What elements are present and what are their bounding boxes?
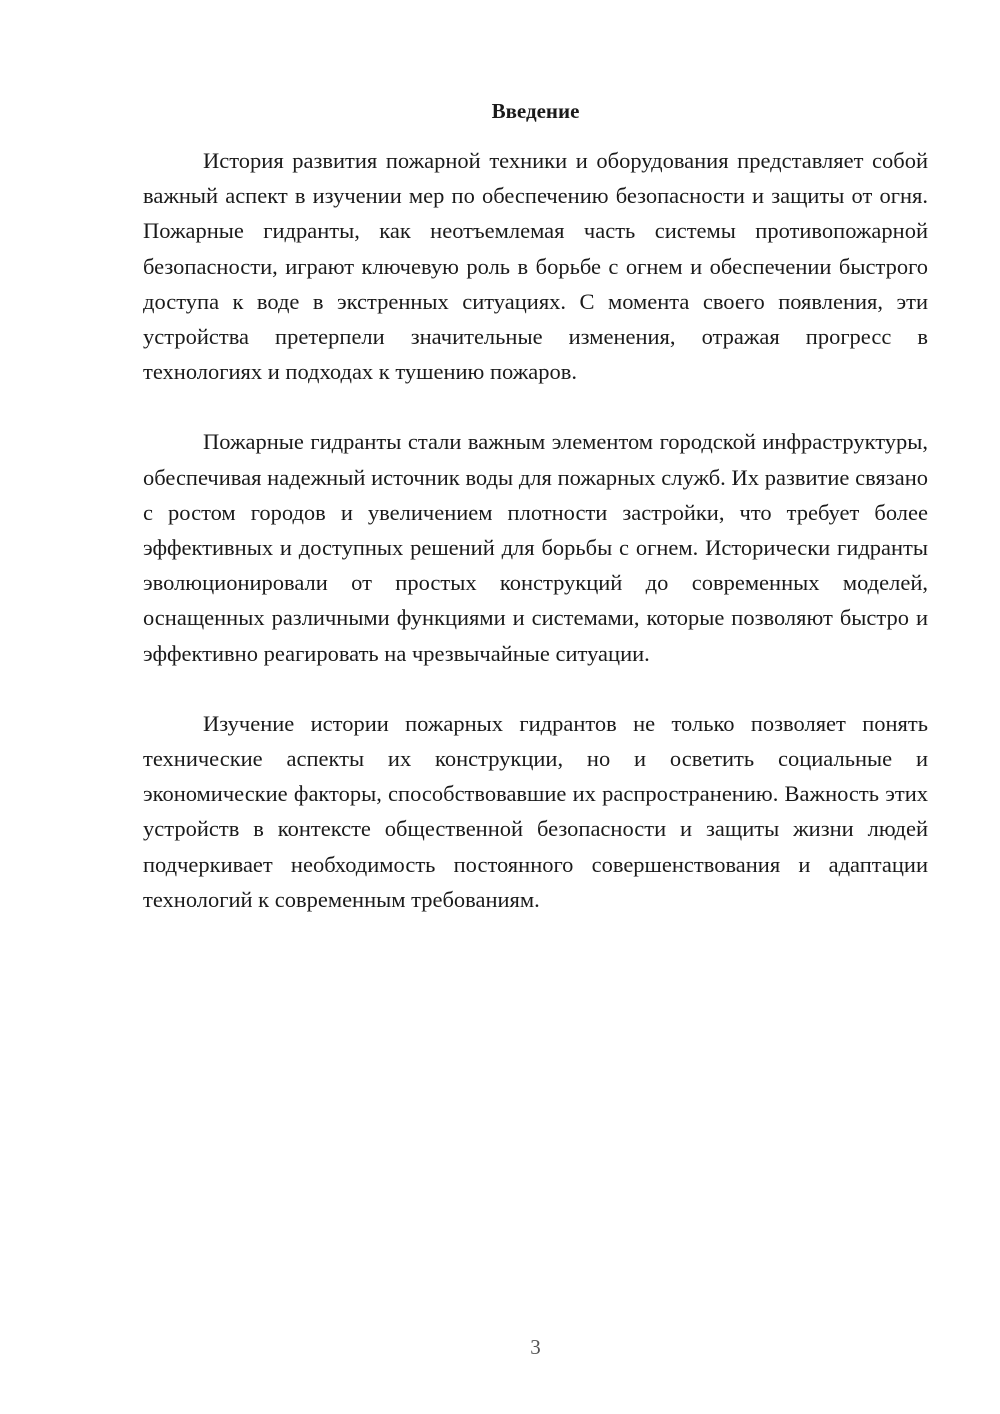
paragraph-1: История развития пожарной техники и оборудования представляет собой важный аспект в изучении мер по обеспечению безопасности и защиты от огня. Пожарные гидранты, как неотъемлемая часть системы противопожарной безопасности, играют ключевую роль в борьбе с огнем и обеспечении быстрого доступа к воде в экстренных ситуациях. С момента своего появления, эти устройства претерпели значительные изменения, отражая прогресс в технологиях и подходах к тушению пожаров.	[143, 148, 928, 385]
paragraph-3: Изучение истории пожарных гидрантов не только позволяет понять технические аспекты их конструкции, но и осветить социальные и экономические факторы, способствовавшие их распространению. Важность этих устройств в контексте общественной безопасности и защиты жизни людей подчеркивает необходимость постоянного совершенствования и адаптации технологий к современным требованиям.	[143, 710, 928, 912]
page-number: 3	[530, 1335, 541, 1359]
body-text	[143, 143, 928, 952]
paragraph-2: Пожарные гидранты стали важным элементом городской инфраструктуры, обеспечивая надежный источник воды для пожарных служб. Их развитие связано с ростом городов и увеличением плотности застройки, что требует более эффективных и доступных решений для борьбы с огнем. Исторически гидранты эволюционировали от простых конструкций до современных моделей, оснащенных различными функциями и системами, которые позволяют быстро и эффективно реагировать на чрезвычайные ситуации.	[143, 429, 928, 666]
section-heading: Введение	[491, 99, 580, 123]
